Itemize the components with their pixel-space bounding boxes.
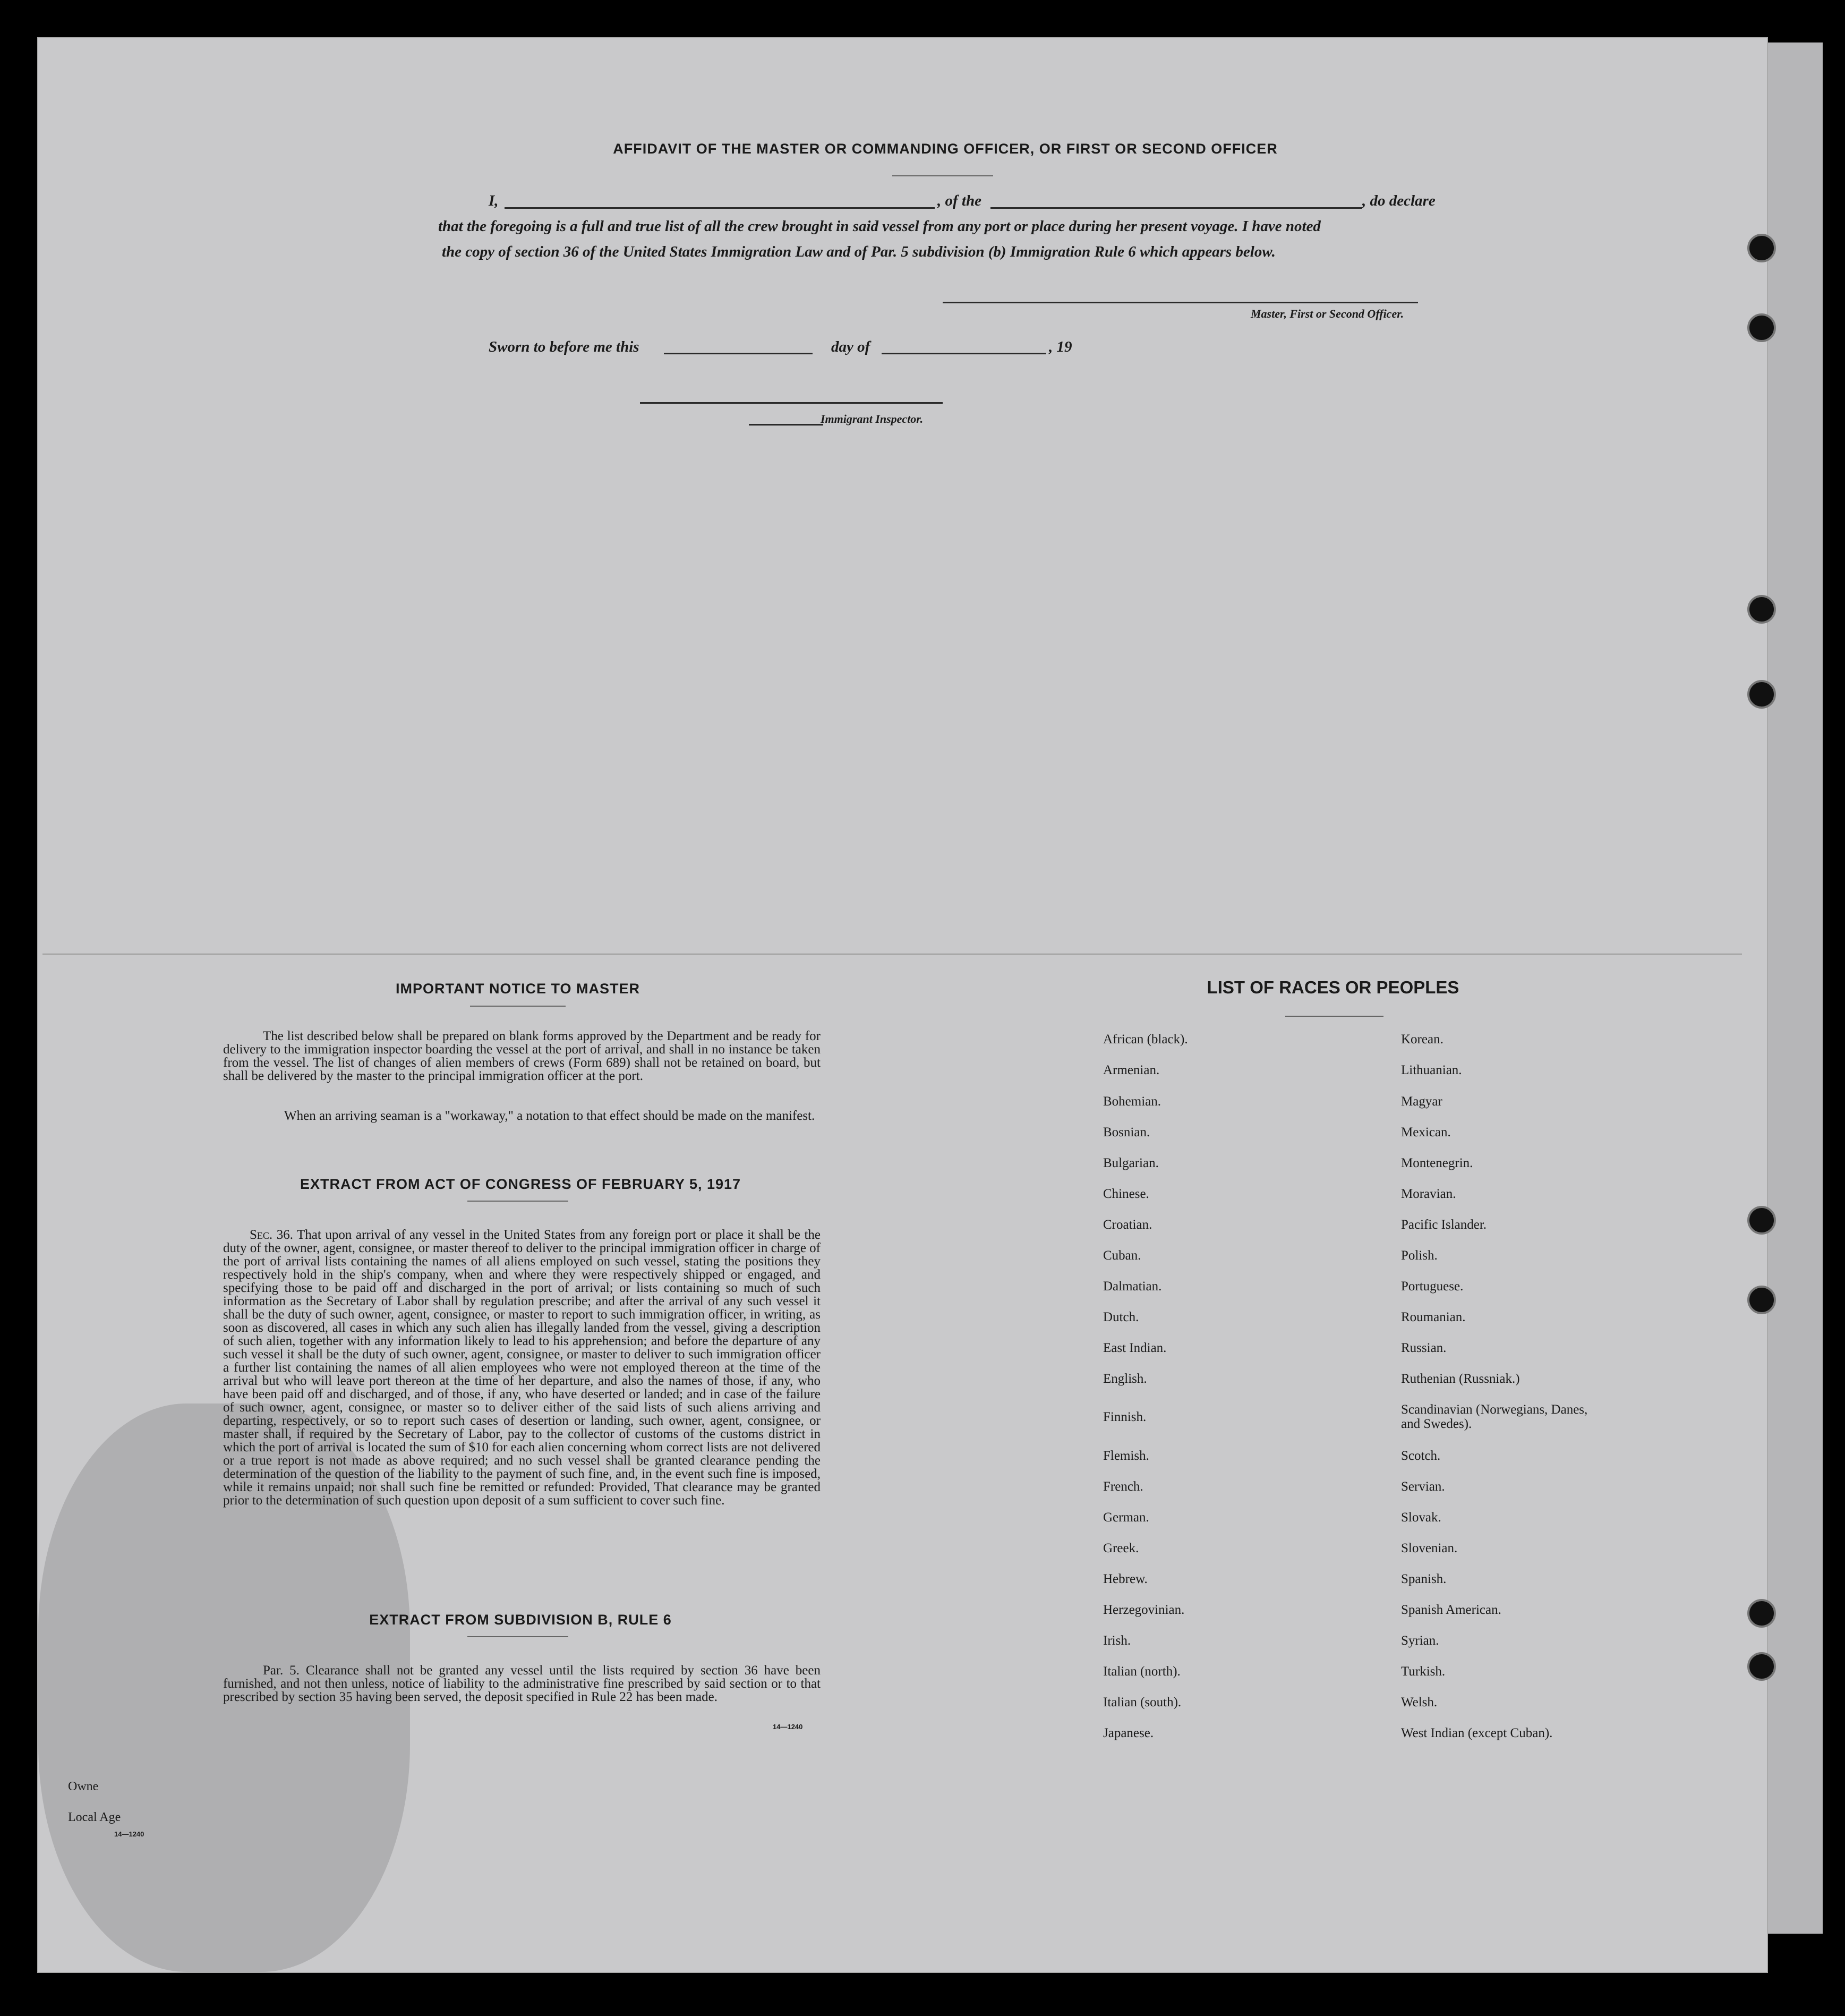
section-36-text	[223, 1228, 821, 1507]
declaration-line-3: the copy of section 36 of the United States Immigration Law and of Par. 5 subdivision (b) Immigration Rule 6 which appears below.	[442, 243, 1276, 260]
race-item: Scandinavian (Norwegians, Danes, and Swedes).	[1401, 1402, 1588, 1431]
race-item: Pacific Islander.	[1401, 1218, 1487, 1232]
binding-hole	[1747, 234, 1776, 262]
race-item: Italian (south).	[1103, 1695, 1182, 1709]
binding-hole	[1747, 313, 1776, 342]
race-item: Hebrew.	[1103, 1572, 1148, 1586]
sworn-month-blank[interactable]	[882, 353, 1046, 354]
race-item: Cuban.	[1103, 1248, 1141, 1263]
race-item: Mexican.	[1401, 1125, 1451, 1139]
race-item: Herzegovinian.	[1103, 1603, 1185, 1617]
race-item: Lithuanian.	[1401, 1063, 1462, 1077]
race-item: East Indian.	[1103, 1341, 1167, 1355]
races-title: LIST OF RACES OR PEOPLES	[1207, 977, 1459, 997]
binding-hole	[1747, 1286, 1776, 1314]
race-item: Spanish American.	[1401, 1603, 1501, 1617]
race-item: Bosnian.	[1103, 1125, 1150, 1139]
binding-hole	[1747, 595, 1776, 624]
binding-hole	[1747, 1652, 1776, 1681]
race-item: Greek.	[1103, 1541, 1139, 1555]
paragraph-5-text: Par. 5. Clearance shall not be granted any vessel until the lists required by section 36 have been furnished, and not then unless, notice of liability to the administrative fine prescribed by said section or to that prescribed by section 35 having been served, the deposit specified in Rule 22 has been made.	[223, 1663, 821, 1704]
race-item: Roumanian.	[1401, 1310, 1466, 1324]
sworn-day-blank[interactable]	[664, 353, 813, 354]
race-item: Scotch.	[1401, 1449, 1441, 1463]
notice-paragraph-2: When an arriving seaman is a "workaway," a notation to that effect should be made on the manifest.	[284, 1109, 815, 1123]
binding-hole	[1747, 1206, 1776, 1235]
race-item: English.	[1103, 1372, 1147, 1386]
race-item: Dalmatian.	[1103, 1279, 1162, 1294]
notice-divider	[470, 1006, 566, 1007]
extract-act-title: EXTRACT FROM ACT OF CONGRESS OF FEBRUARY 5, 1917	[300, 1176, 741, 1192]
race-item: Polish.	[1401, 1248, 1438, 1263]
race-item: German.	[1103, 1510, 1149, 1525]
section-divider	[42, 954, 1742, 955]
race-item: Servian.	[1401, 1479, 1445, 1494]
name-blank-line[interactable]	[505, 207, 935, 209]
extract-act-divider	[467, 1201, 568, 1202]
year-label: , 19	[1049, 338, 1072, 355]
race-item: Chinese.	[1103, 1187, 1149, 1201]
notice-title: IMPORTANT NOTICE TO MASTER	[396, 981, 640, 997]
race-item: Finnish.	[1103, 1410, 1147, 1424]
title-divider	[892, 175, 993, 176]
section-label: Sec.	[250, 1228, 273, 1242]
race-item: Armenian.	[1103, 1063, 1160, 1077]
sworn-label: Sworn to before me this	[489, 338, 639, 355]
vessel-blank-line[interactable]	[990, 207, 1362, 209]
notice-paragraph-1: The list described below shall be prepared on blank forms approved by the Department and be ready for delivery to the immigration inspector boarding the vessel at the port of arrival, and shall in no instance be taken from the vessel. The list of changes of alien members of crews (Form 689) shall not be retained on board, but shall be delivered by the master to the principal immigration officer at the port.	[223, 1029, 821, 1083]
binding-hole	[1747, 1599, 1776, 1628]
declaration-line-2: that the foregoing is a full and true list of all the crew brought in said vessel from any port or place during her present voyage. I have noted	[438, 218, 1321, 235]
day-of-label: day of	[831, 338, 870, 355]
owner-label: Owne	[68, 1780, 99, 1793]
race-item: Dutch.	[1103, 1310, 1139, 1324]
form-number: 14—1240	[773, 1723, 803, 1731]
race-item: West Indian (except Cuban).	[1401, 1726, 1553, 1740]
race-item: Japanese.	[1103, 1726, 1154, 1740]
corner-form-number: 14—1240	[114, 1830, 144, 1838]
race-item: French.	[1103, 1479, 1143, 1494]
race-item: African (black).	[1103, 1032, 1188, 1047]
race-item: Irish.	[1103, 1634, 1131, 1648]
race-item: Flemish.	[1103, 1449, 1149, 1463]
declaration-i-label: I,	[489, 192, 499, 209]
race-item: Montenegrin.	[1401, 1156, 1473, 1170]
inspector-short-line	[749, 424, 823, 426]
local-agent-label: Local Age	[68, 1810, 121, 1824]
inspector-caption: Immigrant Inspector.	[821, 412, 924, 426]
race-item: Spanish.	[1401, 1572, 1447, 1586]
race-item: Moravian.	[1401, 1187, 1456, 1201]
race-item: Slovak.	[1401, 1510, 1441, 1525]
race-item: Italian (north).	[1103, 1664, 1181, 1679]
race-item: Bohemian.	[1103, 1094, 1161, 1109]
declaration-of-the-label: , of the	[937, 192, 981, 209]
race-item: Slovenian.	[1401, 1541, 1458, 1555]
race-item: Magyar	[1401, 1094, 1442, 1109]
race-item: Korean.	[1401, 1032, 1443, 1047]
race-item: Bulgarian.	[1103, 1156, 1159, 1170]
race-item: Portuguese.	[1401, 1279, 1464, 1294]
binding-hole	[1747, 680, 1776, 709]
race-item: Welsh.	[1401, 1695, 1438, 1709]
race-item: Turkish.	[1401, 1664, 1446, 1679]
inspector-signature-line[interactable]	[640, 402, 943, 404]
extract-rule-divider	[467, 1636, 568, 1637]
race-item: Croatian.	[1103, 1218, 1152, 1232]
race-item: Russian.	[1401, 1341, 1447, 1355]
officer-signature-line[interactable]	[943, 302, 1418, 303]
affidavit-title: AFFIDAVIT OF THE MASTER OR COMMANDING OFFICER, OR FIRST OR SECOND OFFICER	[613, 141, 1278, 157]
officer-signature-caption: Master, First or Second Officer.	[1251, 307, 1404, 320]
race-item: Syrian.	[1401, 1634, 1439, 1648]
extract-rule-title: EXTRACT FROM SUBDIVISION B, RULE 6	[369, 1612, 672, 1628]
race-item: Ruthenian (Russniak.)	[1401, 1372, 1520, 1386]
declaration-declare-label: , do declare	[1362, 192, 1436, 209]
section-36-body: 36. That upon arrival of any vessel in the United States from any foreign port or place it shall be the duty of the owner, agent, consignee, or master thereof to deliver to the principal immigration officer in charge of the port of arrival lists containing the names of all aliens employed on such vessel, stating the positions they respectively hold in the ship's company, when and where they were respectively shipped or engaged, and specifying those to be paid off and discharged in the port of arrival; or lists containing so much of such information as the Secretary of Labor shall by regulation prescribe; and after the arrival of any such vessel it shall be the duty of such owner, agent, consignee, or master to report to such immigration officer, in writing, as soon as discovered, all cases in which any such alien has illegally landed from the vessel, giving a description of such alien, together with any information likely to lead to his apprehension; and before the departure of any such vessel it shall be the duty of such owner, agent, consignee, or master to deliver to such immigration officer a further list containing the names of all alien employees who were not employed thereon at the time of the arrival but who will leave port thereon at the time of her departure, and also the names of those, if any, who have been paid off and discharged, and of those, if any, who have deserted or landed; and in case of the failure of such owner, agent, consignee, or master so to deliver either of the said lists of such aliens arriving and departing, respectively, or so to report such cases of desertion or landing, such owner, agent, consignee, or master shall, if required by the Secretary of Labor, pay to the collector of customs of the customs district in which the port of arrival is located the sum of $10 for each alien concerning whom correct lists are not delivered or a true report is not made as above required; and no such vessel shall be granted clearance pending the determination of the question of the liability to the payment of such fine, and, in the event such fine is imposed, while it remains unpaid; nor shall such fine be remitted or refunded: Provided, That clearance may be granted prior to the determination of such question upon deposit of a sum sufficient to cover such fine.	[223, 1228, 821, 1508]
races-divider	[1285, 1016, 1383, 1017]
